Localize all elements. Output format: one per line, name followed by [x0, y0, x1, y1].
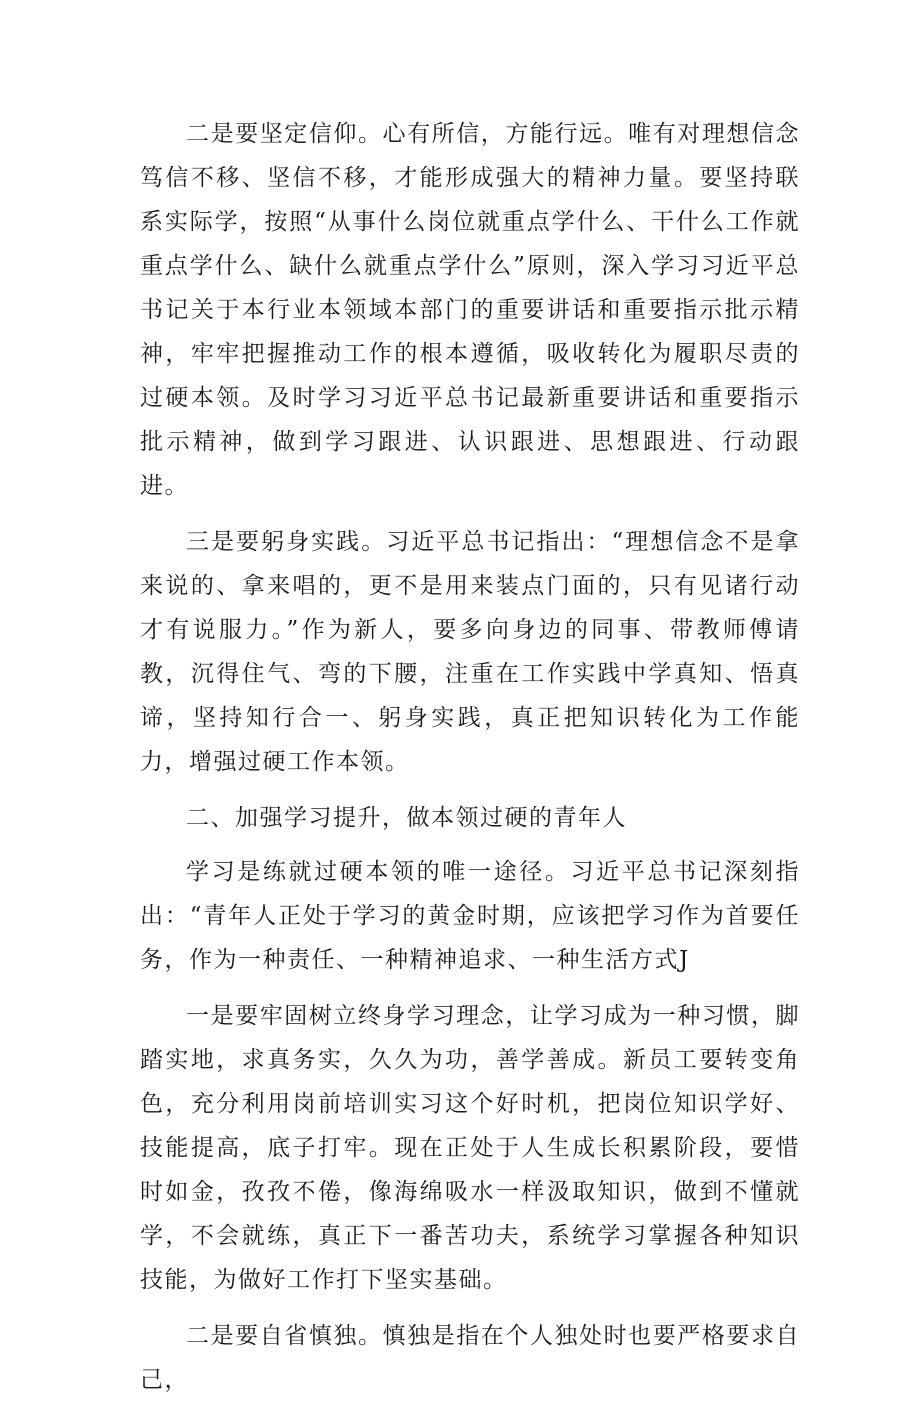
document-body — [140, 112, 800, 1414]
paragraph-learning-path: 学习是练就过硬本领的唯一途径。习近平总书记深刻指出：“青年人正处于学习的黄金时期，应该把学习作为首要任务，作为一种责任、一种精神追求、一种生活方式J — [140, 859, 800, 973]
paragraph-lifelong-learning: 一是要牢固树立终身学习理念，让学习成为一种习惯，脚踏实地，求真务实，久久为功，善学善成。新员工要转变角色，充分利用岗前培训实习这个好时机，把岗位知识学好、技能提高，底子打牢。现在正处于人生成长积累阶段，要惜时如金，孜孜不倦，像海绵吸水一样汲取知识，做到不懂就学，不会就练，真正下一番苦功夫，系统学习掌握各种知识技能，为做好工作打下坚实基础。 — [140, 1003, 800, 1293]
section-heading: 二、加强学习提升，做本领过硬的青年人 — [186, 805, 627, 831]
paragraph-practice: 三是要躬身实践。习近平总书记指出：“理想信念不是拿来说的、拿来唱的，更不是用来装点门面的，只有见诸行动才有说服力。”作为新人，要多向身边的同事、带教师傅请教，沉得住气、弯的下腰，注重在工作实践中学真知、悟真谛，坚持知行合一、躬身实践，真正把知识转化为工作能力，增强过硬工作本领。 — [140, 529, 800, 775]
paragraph-self-discipline: 二是要自省慎独。慎独是指在个人独处时也要严格要求自己， — [140, 1323, 800, 1393]
paragraph-firm-belief: 二是要坚定信仰。心有所信，方能行远。唯有对理想信念笃信不移、坚信不移，才能形成强大的精神力量。要坚持联系实际学，按照“从事什么岗位就重点学什么、干什么工作就重点学什么、缺什么就重点学什么”原则，深入学习习近平总书记关于本行业本领域本部门的重要讲话和重要指示批示精神，牢牢把握推动工作的根本遵循，吸收转化为履职尽责的过硬本领。及时学习习近平总书记最新重要讲话和重要指示批示精神，做到学习跟进、认识跟进、思想跟进、行动跟进。 — [140, 121, 800, 499]
